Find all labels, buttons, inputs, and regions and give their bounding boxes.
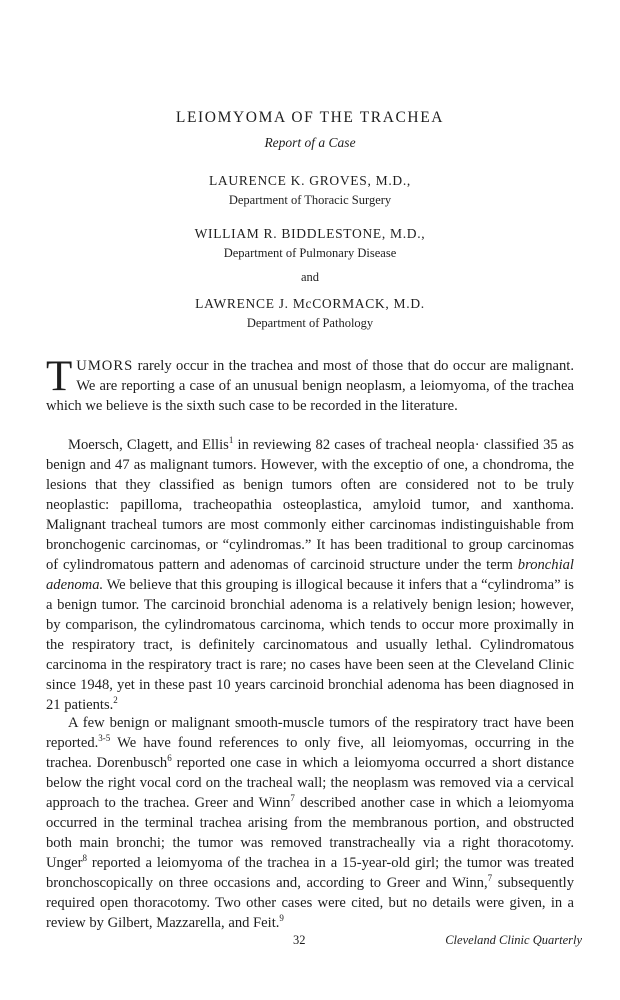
author-name-3: LAWRENCE J. McCORMACK, M.D.	[195, 296, 425, 311]
author-department-2: Department of Pulmonary Disease	[223, 246, 397, 260]
reference-superscript: 3-5	[98, 733, 111, 743]
paragraph-3-text-c: reported one case in which a leiomyoma occurred a short distance below the right vocal cord on the tracheal wall; the neoplasm was removed via a cervical approach to the trachea. Greer and Winn	[46, 755, 575, 811]
paragraph-3-text-d: described another case in which a leiomyoma occurred in the terminal trachea arising from the membranous portion, and obstructed both main bronchi; the tumor was removed transtracheally via a right thoracotomy. Unger	[46, 795, 575, 871]
reference-superscript: 7	[487, 873, 493, 883]
paragraph-2-text-b: in reviewing 82 cases of tracheal neopla· classified 35 as benign and 47 as malignant tumors. However, with the exceptio of one, a chondroma, the lesions that they classified as benign tumors often are considered not to be truly neoplastic: papilloma, tracheopathia osteoplastica, amyloid tumor, and xanthoma. Malignant tracheal tumors are most commonly either carcinomas indistinguishable from bronchogenic carcinomas, or “cylindromas.” It has been traditional to group carcinomas of cylindromatous pattern and adenomas of carcinoid structure under the term	[46, 437, 574, 573]
opening-small-caps: UMORS	[76, 358, 134, 374]
paragraph-1-text: rarely occur in the trachea and most of those that do occur are malignant. We are reporting a case of an unusual benign neoplasm, a leiomyoma, of the trachea which we believe is the sixth such case to be recorded in the literature.	[46, 358, 574, 414]
paragraph-2-text-a: Moersch, Clagett, and Ellis	[68, 437, 229, 453]
paragraph-3-text-f: subsequently required open thoracotomy. Two other cases were cited, but no details were given, in a review by Gilbert, Mazzarella, and Feit.	[46, 875, 574, 931]
reference-superscript: 8	[82, 853, 87, 863]
reference-superscript: 1	[228, 435, 234, 445]
article-title: LEIOMYOMA OF THE TRACHEA	[175, 109, 445, 126]
paragraph-1	[46, 353, 574, 416]
journal-name: Cleveland Clinic Quarterly	[445, 933, 582, 947]
reference-superscript: 9	[279, 913, 284, 923]
page-number: 32	[293, 933, 306, 947]
paragraph-3-text-a: A few benign or malignant smooth-muscle tumors of the respiratory tract have been reported.	[46, 715, 574, 751]
author-conjunction: and	[300, 270, 320, 284]
paragraph-2-text-c: We believe that this grouping is illogical because it infers that a “cylindroma” is a benign tumor. The carcinoid bronchial adenoma is a relatively benign lesion; however, by comparison, the cylindromatous carcinoma, which tends to occur more proximally in the respiratory tract, is definitely carcinomatous and usually lethal. Cylindromatous carcinoma in the respiratory tract is rare; no cases have been seen at the Cleveland Clinic since 1948, yet in these past 10 years carcinoid bronchial adenoma has been diagnosed in 21 patients.	[46, 577, 574, 713]
author-name-2: WILLIAM R. BIDDLESTONE, M.D.,	[194, 226, 426, 241]
author-department-3: Department of Pathology	[246, 316, 374, 330]
author-department-1: Department of Thoracic Surgery	[228, 193, 392, 207]
reference-superscript: 2	[113, 695, 118, 705]
article-subtitle: Report of a Case	[264, 135, 356, 150]
reference-superscript: 7	[290, 793, 295, 803]
paragraph-3-text-b: We have found references to only five, all leiomyomas, occurring in the trachea. Dorenbusch	[46, 735, 574, 771]
reference-superscript: 6	[167, 753, 172, 763]
italic-term: bronchial adenoma.	[46, 557, 574, 593]
drop-cap: T	[46, 353, 73, 400]
paragraph-3-text-e: reported a leiomyoma of the trachea in a 15-year-old girl; the tumor was treated bronchoscopically on three occasions and, according to Greer and Winn,	[46, 855, 574, 891]
author-name-1: LAURENCE K. GROVES, M.D.,	[208, 173, 411, 188]
paragraph-3	[46, 713, 574, 933]
paragraph-2	[46, 435, 574, 715]
